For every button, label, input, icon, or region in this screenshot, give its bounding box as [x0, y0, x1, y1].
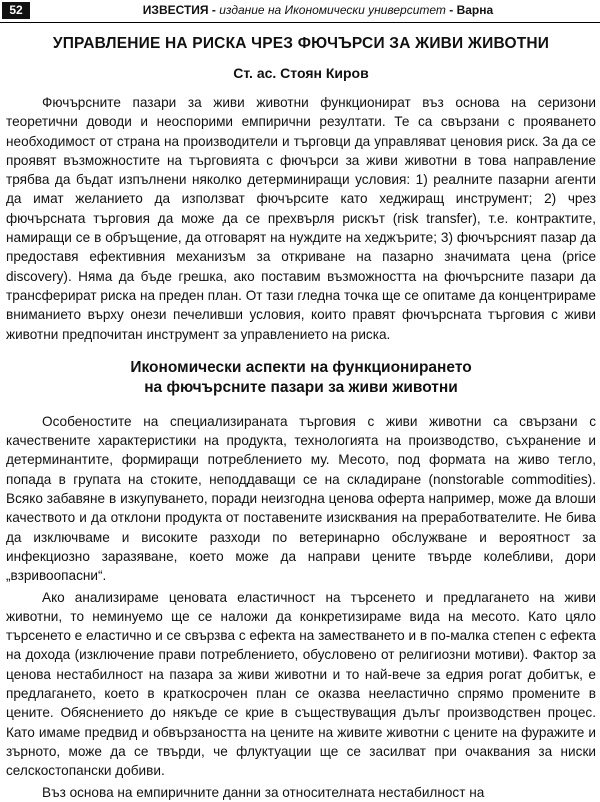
body-paragraph-2: Ако анализираме ценовата еластичност на търсенето и предлагането на живи животни, то неминуемо ще се наложи да конкретизираме вида на месото. Като цяло търсенето е еластично и се свързва с ефекта на заместването и в по-малка степен с ефекта на дохода (изключение прави потреблението, обусловено от религиозни мотиви). Фактор за ценова нестабилност на пазара за живи животни и то най-вече за едрия рогат добитък, е предлагането, което в краткосрочен план се оказва нееластично спрямо промените в цените. Обяснението до някъде се крие в съществуващия дълъг производствен процес. Като имаме предвид и обвързаността на цените на живите животни с цените на фуражите и зърното, може да се твърди, че флуктуации ще се засилват при очаквания за ниски селскостопански добиви.: [6, 589, 596, 779]
running-header: [0, 0, 600, 23]
journal-city: Варна: [456, 3, 494, 17]
article-author: Ст. ас. Стоян Киров: [233, 65, 369, 81]
journal-separator: -: [445, 3, 457, 17]
article-title: УПРАВЛЕНИЕ НА РИСКА ЧРЕЗ ФЮЧЪРСИ ЗА ЖИВИ ЖИВОТНИ: [52, 35, 550, 52]
section-heading: [6, 358, 596, 398]
body-paragraph-3: Въз основа на емпиричните данни за относителната нестабилност на: [42, 784, 485, 800]
section-heading-line1: Икономически аспекти на функционирането: [130, 358, 472, 376]
journal-title: [40, 2, 596, 18]
section-heading-line2: на фючърсните пазари за живи животни: [144, 378, 458, 396]
intro-paragraph: Фючърсните пазари за живи животни функционират въз основа на серизони теоретични доводи и неоспорими емпирични резултати. Те са свързани с прояването необходимост от страна на производители и търговци да управляват ценовия риск. За да се проявят възможностите на търговията с фючърси за живи животни в това направление трябва да бъдат изпълнени няколко детерминиращи условия: 1) реалните пазарни агенти да имат желанието да използват фючърсите като хеджиращ инструмент; 2) чрез фючърсната търговия да може да се прехвърля рискът (risk transfer), т.е. контрактите, намиращи се в обръщение, да отговарят на нуждите на хеджърите; 3) фючърсният пазар да предоставя ефективния механизъм за откриване на пазарно значимата цена (price discovery). Няма да бъде грешка, ако поставим възможността на фючърсните пазари да трансферират риска на преден план. От тази гледна точка ще се опитаме да концентрираме вниманието върху онези печеливши условия, които правят фючърсната търговия с живи животни предпочитан инструмент за управлението на риска.: [6, 95, 596, 342]
journal-subtitle: издание на Икономически университет: [219, 3, 446, 17]
journal-separator: -: [208, 3, 220, 17]
article-body: [6, 34, 596, 802]
page-number: 52: [2, 2, 30, 19]
journal-name: ИЗВЕСТИЯ: [142, 3, 209, 17]
body-paragraph-1: Особеностите на специализираната търговия с живи животни са свързани с качествените характеристики на продукта, технологията на производство, съхранение и детерминантите, формиращи потреблението му. Месото, под формата на живо тегло, попада в групата на стоките, неподдаващи се на складиране (nonstorable commodities). Всяко забавяне в изкупуването, поради неизгодна ценова оферта например, може да влоши качеството и да отклони продукта от поставените изисквания на преработвателите. Не бива да изключваме и високите разходи по ветеринарно обслужване и вероятност за инфекциозно заразяване, което може да направи цените твърде колебливи, дори „взривоопасни“.: [6, 413, 596, 584]
